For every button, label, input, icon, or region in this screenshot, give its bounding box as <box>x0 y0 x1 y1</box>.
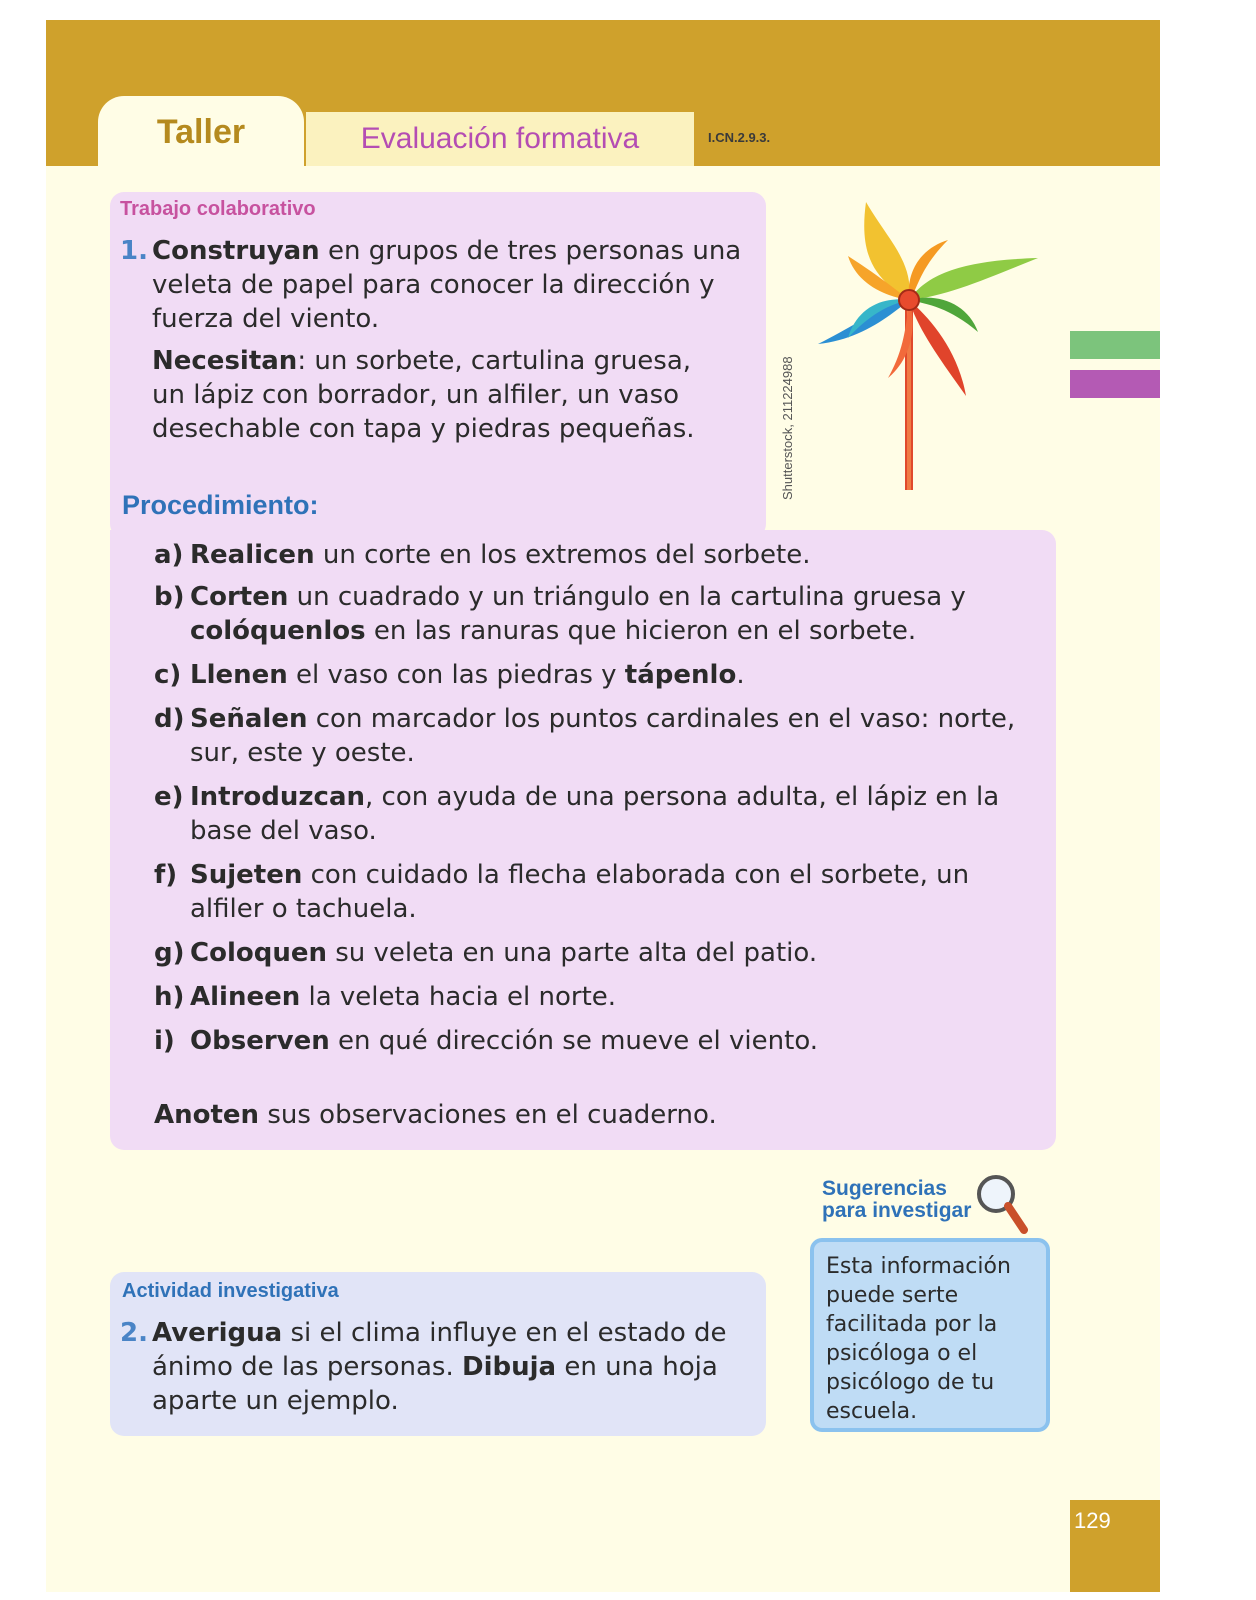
materials-line2: un lápiz con borrador, un alfiler, un vaso <box>152 380 680 410</box>
activity-1-number: 1. <box>120 236 148 266</box>
activity-2-line3: aparte un ejemplo. <box>152 1386 399 1416</box>
step-h <box>154 980 1034 1014</box>
step-i-letter: i) <box>154 1026 175 1056</box>
materials-line3: desechable con tapa y piedras pequeñas. <box>152 414 695 444</box>
step-f-text2: alfiler o tachuela. <box>190 894 417 924</box>
step-i-verb: Observen <box>190 1026 330 1056</box>
step-e <box>154 780 1034 848</box>
step-b-text: un cuadrado y un triángulo en la cartulina gruesa y <box>288 582 966 612</box>
step-d-text2: sur, este y oeste. <box>190 738 415 768</box>
research-activity-label: Actividad investigativa <box>122 1280 339 1302</box>
procedure-note <box>154 1098 1034 1132</box>
step-g-text: su veleta en una parte alta del patio. <box>326 938 818 968</box>
verb-averigua: Averigua <box>152 1318 283 1348</box>
step-f-letter: f) <box>154 860 178 890</box>
step-a-letter: a) <box>154 540 184 570</box>
step-f-verb: Sujeten <box>190 860 303 890</box>
step-g <box>154 936 1034 970</box>
step-e-verb: Introduzcan <box>190 782 366 812</box>
procedure-title: Procedimiento: <box>122 490 319 520</box>
step-i-text: en qué dirección se mueve el viento. <box>329 1026 819 1056</box>
activity-2-line2b: en una hoja <box>556 1352 718 1382</box>
step-f-text: con cuidado la flecha elaborada con el sorbete, un <box>302 860 970 890</box>
step-b-letter: b) <box>154 582 185 612</box>
step-b-text2: en las ranuras que hicieron en el sorbete. <box>365 616 917 646</box>
image-credit: Shutterstock, 211224988 <box>780 356 795 500</box>
step-a-verb: Realicen <box>190 540 315 570</box>
activity-2-line1: si el clima influye en el estado de <box>282 1318 727 1348</box>
step-c-verb2: tápenlo <box>624 660 737 690</box>
step-c-verb: Llenen <box>190 660 288 690</box>
image-credit-wrap <box>780 356 795 501</box>
step-a <box>154 538 1034 572</box>
suggestions-box: Esta información puede serte facilitada por la psicóloga o el psicólogo de tu escuela. <box>810 1238 1050 1432</box>
suggestions-title-line1: Sugerencias <box>822 1177 947 1200</box>
step-h-text: la veleta hacia el norte. <box>300 982 617 1012</box>
step-f <box>154 858 1034 926</box>
step-c-text2: . <box>736 660 745 690</box>
activity-1-line3: fuerza del viento. <box>152 304 380 334</box>
step-d-verb: Señalen <box>190 704 308 734</box>
step-i <box>154 1024 1034 1058</box>
verb-construyan: Construyan <box>152 236 320 266</box>
verb-anoten: Anoten <box>154 1100 260 1130</box>
step-c <box>154 658 1034 692</box>
step-d-text: con marcador los puntos cardinales en el vaso: norte, <box>307 704 1016 734</box>
side-color-tab-pink <box>1070 370 1160 398</box>
verb-necesitan: Necesitan <box>152 346 298 376</box>
curriculum-code: I.CN.2.9.3. <box>708 130 771 145</box>
materials-line1: : un sorbete, cartulina gruesa, <box>297 346 692 376</box>
step-d-letter: d) <box>154 704 185 734</box>
step-c-text: el vaso con las piedras y <box>287 660 625 690</box>
step-b-verb2: colóquenlos <box>190 616 366 646</box>
suggestions-title-line2: para investigar <box>822 1199 972 1222</box>
procedure-note-text: sus observaciones en el cuaderno. <box>259 1100 717 1130</box>
side-color-tab-green <box>1070 331 1160 359</box>
step-e-letter: e) <box>154 782 184 812</box>
step-d <box>154 702 1034 770</box>
step-b-verb: Corten <box>190 582 289 612</box>
verb-dibuja: Dibuja <box>462 1352 557 1382</box>
activity-2-number: 2. <box>120 1318 148 1348</box>
collaborative-work-label: Trabajo colaborativo <box>120 198 316 220</box>
activity-1-line1: en grupos de tres personas una <box>319 236 742 266</box>
page-number: 129 <box>1074 1508 1111 1533</box>
step-h-letter: h) <box>154 982 185 1012</box>
activity-2 <box>120 1316 760 1426</box>
suggestions-title <box>822 1178 971 1222</box>
step-a-text: un corte en los extremos del sorbete. <box>314 540 811 570</box>
step-h-verb: Alineen <box>190 982 301 1012</box>
step-b <box>154 580 1034 648</box>
tab-evaluacion-formativa: Evaluación formativa <box>306 112 694 166</box>
step-g-letter: g) <box>154 938 185 968</box>
activity-2-line2a: ánimo de las personas. <box>152 1352 462 1382</box>
step-c-letter: c) <box>154 660 182 690</box>
activity-1 <box>120 234 760 444</box>
step-e-text2: base del vaso. <box>190 816 377 846</box>
pinwheel-illustration <box>818 200 1050 500</box>
magnifier-icon <box>974 1172 1030 1236</box>
activity-1-line2: veleta de papel para conocer la dirección y <box>152 270 715 300</box>
step-e-text: , con ayuda de una persona adulta, el lápiz en la <box>365 782 1000 812</box>
step-g-verb: Coloquen <box>190 938 327 968</box>
tab-taller: Taller <box>98 96 304 168</box>
